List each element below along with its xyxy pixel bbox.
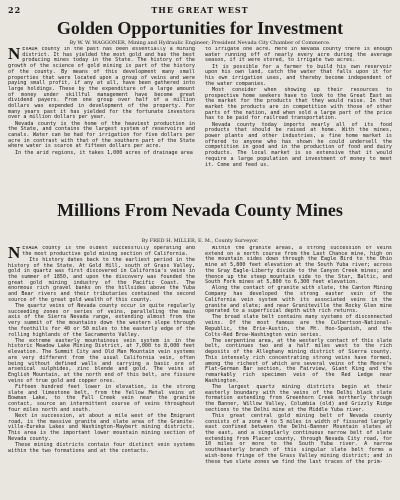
paragraph: The extreme easterly mountainous vein system is in the historic Meadow Lake Mining District, at 7,000 to 8,000 feet elevation. The Summit City and Old Man Mountain vein systems are very different from the usual California vein, often being without defined walls and carrying a basic ore of arsenical sulphides, zinc blende and gold. The veins at English Mountain, at the north end of this belt, are fissure veins of true gold and copper ores. — [8, 337, 195, 384]
drop-cap: N — [8, 246, 21, 262]
paragraph: It is possible for a farmer to build his own reservoir upon his own land, catch the water that falls upon it for his own irrigation uses, and thereby become independent of the water companies. — [205, 63, 392, 87]
article-title: Golden Opportunities for Investment — [56, 18, 344, 38]
paragraph: Within the granite areas, a strong succession of veins extend on a north course from the Last Chance mine, high on the mountain sides down through the Eagle Bird to the Ohio mine at 5,800 feet elevation at the South Yuba river; across the Gray Eagle-Liberty divide to the Canyon Creek mines; and thence up the steep mountain side to the Star, Baltic, and South Fork mines at 5,800 to 6,300 feet elevation. — [205, 246, 392, 286]
paragraph: Next in succession, at about a mile west of the Emigrant road, is the massive granite and slate area of the Granite-ville-Eureka Lakes and Washington-Maybert mining districts. This area is the important lower mountain mining section of Nevada county. — [8, 412, 195, 442]
paragraph: to irrigate one acre. Here in Nevada county there is enough water running off of nearly every acre during the average season, if it were stored, to irrigate two acres. — [205, 47, 392, 64]
paragraph: These mining districts contain four distinct vein systems within the two formations and at the contacts. — [8, 441, 195, 454]
magazine-title: THE GREAT WEST — [151, 5, 249, 15]
right-column — [205, 246, 392, 496]
paragraph: The largest quartz mining districts begin at their easterly boundary with the veins of the Delhi black slate formation extending from Greenhorn Creek northerly through the Banner, Willow Valley, Columbia (old) and Grizzly Ridge sections to the Delhi mine at the Middle Yuba river. — [205, 383, 392, 413]
article-byline: By FRED H. MILLER, E. M., County Surveyor. — [141, 238, 259, 244]
article-body — [8, 246, 392, 496]
right-column — [205, 47, 392, 191]
article-title: Millions From Nevada County Mines — [57, 200, 343, 220]
paragraph: The serpentine area, at the westerly contact of this slate belt, continues two and a half miles west to the rich deposits of the Alleghany mining district of Sierra county. This intensely rich concentrating strong veins have formed, among the richest of which are several veins of the Moore's Flat-German Bar section, the Fairview, Giant King and the remarkably rich specimen vein of the Red Ledge near Washington. — [205, 337, 392, 384]
drop-cap: N — [8, 47, 21, 63]
paragraph: Along the contact of granite with slate, the Canton Mining Company has developed the strong easter vein of the California vein system with its associated veins in the granite and slate; and near Graniteville the Rocky Glen mine operated to a superficial depth with rich returns. — [205, 285, 392, 315]
paragraph: Nevada county is the home of the heaviest production in the State, and contains the largest system of reservoirs and canals. Water can be had for irrigation for five dollars per acre in contrast with that of the southern part of the State where water is scarce at fifteen dollars per acre. — [8, 120, 195, 150]
paragraph: In the arid regions, it takes 1,000 acres of drainage area — [15, 149, 193, 156]
paragraph: Most consider when showing up their resources to prospective home seekers have to look to the Great East as the market for the products that they would raise. In that market the products are in competition with those of other parts of the nation, and when sold a large part of the price has to be paid for railroad transportation. — [205, 86, 392, 122]
paragraph: Its history dates back to the earliest period in the history of the State. At Gold Hill, south of Grass Valley, gold in quartz was first discovered in California's veins in the summer of 1850, and upon the discovery was founded the great gold mining industry of the Pacific Coast. The enormous rich gravel banks on the hillsides above the Yuba and Bear rivers and their tributaries contained the second source of the great gold wealth of this county. — [8, 256, 195, 303]
paragraph: The broad slate belt contains many systems of disconnected veins. Of the most famous are the Culbertson-National-Republic, the Erie-Austin, the Mt. Hoo-Spanish, and the Colts-Red Brow-Washington vein series. — [205, 314, 392, 338]
paragraph: The quartz veins of Nevada county occur in quite regularly succeeding zones or series of veins, paralleling the main axis of the Sierra Nevada range, extending almost from the very summit of the mountains down the western slope through the foothills for 40 or 50 miles to the easterly edge of the rolling highlands of the Sacramento Valley. — [8, 303, 195, 338]
article-body — [8, 47, 392, 191]
left-column — [8, 47, 195, 191]
paragraph: NEVADA county in the past has been essentially a mining district. It has yielded the most gold and has the best producing mines today in the State. The history of the growth of the science of gold mining is part of the history of the county. By means of this development many small properties that were located upon a group of veins and were paying small profit, if any at all, have been gathered into large holdings. These by the expenditure of a large amount of money under skillful management have become great dividend payers. From one group over half of a million dollars was expended in development of the property. For many years past it has yielded for the fortunate investors over a million dollars per year. — [8, 47, 195, 121]
article-byline: By W. W. WAGGONER, Mining and Hydraulic Engineer; President Nevada City Chamber of Commerce. — [69, 40, 331, 46]
paragraph: This great central gold mining belt of Nevada county consists of a zone 4 to 5 miles in width of fissured largely east confined between the Delhi-Banner Mountain slates at the east, and a singularly continuous narrow belt of slate extending from Placer county, through Nevada City road, for 10 miles or more to the South Yuba river. A narrow southeasterly branch of this singular slate belt forms a wish-bone fringe of the Grass Valley mining district; and in these two slate zones we find the last traces of the prim- — [205, 412, 392, 465]
paragraph: Fifteen hundred feet lower in elevation, is the strong slate and limestone belt, from the Yellow Metal veins at Bowman Lake, to the Fall Creek vein near the granite contact, source an intermittent course of veins throughout four miles north and south. — [8, 383, 195, 413]
page-number: 22 — [8, 5, 22, 15]
page-header — [8, 5, 392, 17]
paragraph: NEVADA county is the oldest successfully operating and the most productive gold mining section of California. — [8, 246, 195, 262]
paragraph: Nevada county today imports nearly all of its food products that should be raised at home. With the mines, power plants and other industries, a fine home market is offered to anyone who has shown he could undersell the competition in good and in the production of food and dairy products. The local market is so extensive that it would require a large population and investment of money to meet it. Come and feed us. — [205, 121, 392, 168]
left-column — [8, 246, 195, 496]
